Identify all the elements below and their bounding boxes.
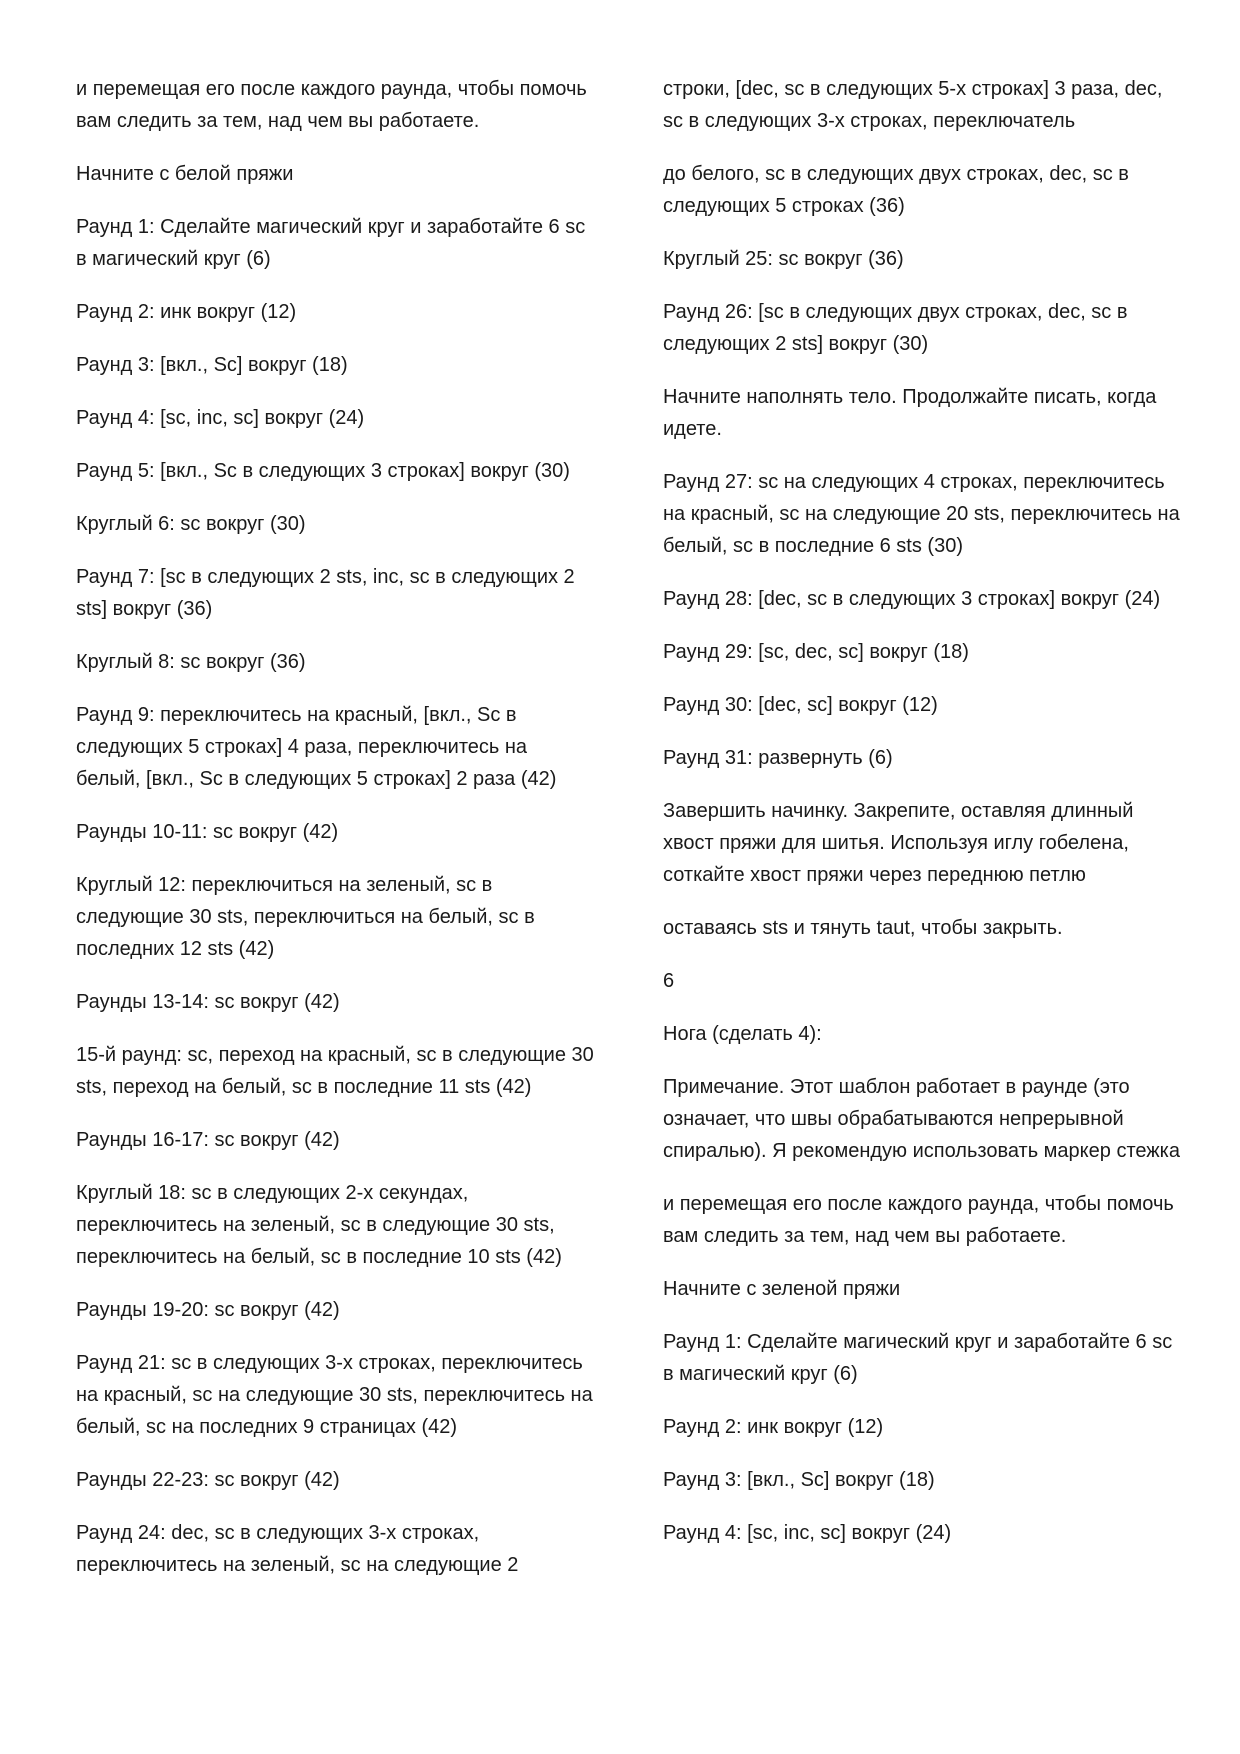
paragraph: Круглый 25: sc вокруг (36) xyxy=(663,248,904,270)
paragraph: оставаясь sts и тянуть taut, чтобы закрыть. xyxy=(663,917,1063,939)
paragraph: Раунд 2: инк вокруг (12) xyxy=(76,301,297,323)
paragraph: Раунд 5: [вкл., Sc в следующих 3 строках] вокруг (30) xyxy=(76,460,570,482)
paragraph: Круглый 18: sc в следующих 2-х секундах, переключитесь на зеленый, sc в следующие 30 sts, переключитесь на белый, sc в последние 10 sts (42) xyxy=(76,1182,562,1268)
paragraph: Начните наполнять тело. Продолжайте писать, когда идете. xyxy=(663,386,1157,440)
paragraph: Раунд 1: Сделайте магический круг и заработайте 6 sc в магический круг (6) xyxy=(76,216,586,270)
paragraph: строки, [dec, sc в следующих 5-х строках] 3 раза, dec, sc в следующих 3-х строках, переключатель xyxy=(663,78,1163,132)
paragraph: и перемещая его после каждого раунда, чтобы помочь вам следить за тем, над чем вы работаете. xyxy=(76,78,587,132)
paragraph: Примечание. Этот шаблон работает в раунде (это означает, что швы обрабатываются непрерывной спиралью). Я рекомендую использовать маркер стежка xyxy=(663,1076,1180,1162)
paragraph: Раунд 9: переключитесь на красный, [вкл., Sc в следующих 5 строках] 4 раза, переключитесь на белый, [вкл., Sc в следующих 5 строках] 2 раза (42) xyxy=(76,704,557,790)
paragraph: Раунды 22-23: sc вокруг (42) xyxy=(76,1469,340,1491)
paragraph: Раунд 4: [sc, inc, sc] вокруг (24) xyxy=(663,1522,952,1544)
paragraph: Раунд 28: [dec, sc в следующих 3 строках] вокруг (24) xyxy=(663,588,1161,610)
section-heading: Нога (сделать 4): xyxy=(663,1023,822,1045)
paragraph: Раунд 26: [sc в следующих двух строках, dec, sc в следующих 2 sts] вокруг (30) xyxy=(663,301,1128,355)
paragraph: Раунд 7: [sc в следующих 2 sts, inc, sc в следующих 2 sts] вокруг (36) xyxy=(76,566,575,620)
paragraph: Раунд 30: [dec, sc] вокруг (12) xyxy=(663,694,938,716)
paragraph: Раунд 3: [вкл., Sc] вокруг (18) xyxy=(76,354,348,376)
paragraph: Раунд 27: sc на следующих 4 строках, переключитесь на красный, sc на следующие 20 sts, переключитесь на белый, sc в последние 6 sts (30) xyxy=(663,471,1180,557)
paragraph: Раунд 3: [вкл., Sc] вокруг (18) xyxy=(663,1469,935,1491)
paragraph: Круглый 6: sc вокруг (30) xyxy=(76,513,306,535)
paragraph: Раунды 10-11: sc вокруг (42) xyxy=(76,821,339,843)
right-column xyxy=(663,73,1183,1570)
paragraph: Раунд 31: развернуть (6) xyxy=(663,747,893,769)
paragraph: Раунд 29: [sc, dec, sc] вокруг (18) xyxy=(663,641,969,663)
paragraph: Начните с зеленой пряжи xyxy=(663,1278,901,1300)
left-column xyxy=(76,73,596,1602)
paragraph: Раунд 2: инк вокруг (12) xyxy=(663,1416,884,1438)
paragraph: Раунд 4: [sc, inc, sc] вокруг (24) xyxy=(76,407,365,429)
paragraph: Раунд 1: Сделайте магический круг и заработайте 6 sc в магический круг (6) xyxy=(663,1331,1173,1385)
paragraph: Завершить начинку. Закрепите, оставляя длинный хвост пряжи для шитья. Используя иглу гобелена, соткайте хвост пряжи через переднюю петлю xyxy=(663,800,1134,886)
paragraph: до белого, sc в следующих двух строках, dec, sc в следующих 5 строках (36) xyxy=(663,163,1129,217)
paragraph: Раунд 21: sc в следующих 3-х строках, переключитесь на красный, sc на следующие 30 sts, переключитесь на белый, sc на последних 9 страницах (42) xyxy=(76,1352,593,1438)
paragraph: Раунд 24: dec, sc в следующих 3-х строках, переключитесь на зеленый, sc на следующие 2 xyxy=(76,1522,519,1576)
paragraph: 15-й раунд: sc, переход на красный, sc в следующие 30 sts, переход на белый, sc в последние 11 sts (42) xyxy=(76,1044,594,1098)
paragraph: Раунды 13-14: sc вокруг (42) xyxy=(76,991,340,1013)
paragraph: Круглый 8: sc вокруг (36) xyxy=(76,651,306,673)
paragraph: и перемещая его после каждого раунда, чтобы помочь вам следить за тем, над чем вы работаете. xyxy=(663,1193,1174,1247)
page-number: 6 xyxy=(663,970,675,992)
paragraph: Раунды 16-17: sc вокруг (42) xyxy=(76,1129,340,1151)
paragraph: Раунды 19-20: sc вокруг (42) xyxy=(76,1299,340,1321)
paragraph: Начните с белой пряжи xyxy=(76,163,294,185)
paragraph: Круглый 12: переключиться на зеленый, sc в следующие 30 sts, переключиться на белый, sc в последних 12 sts (42) xyxy=(76,874,535,960)
